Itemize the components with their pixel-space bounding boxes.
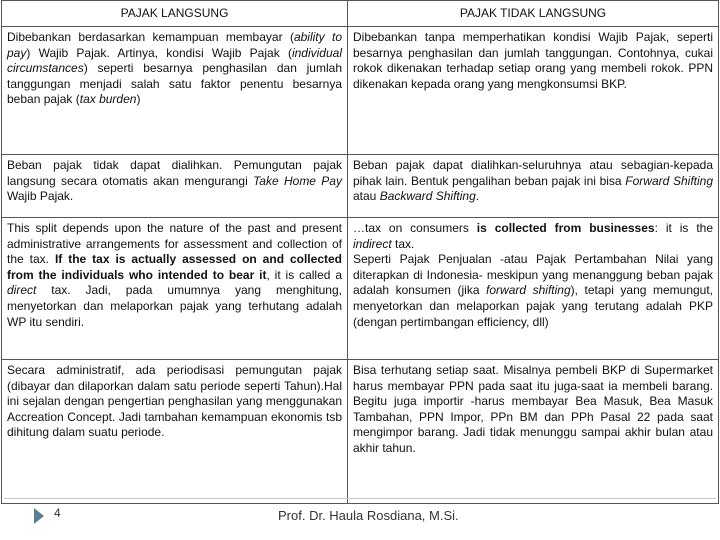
header-indirect-tax: PAJAK TIDAK LANGSUNG (348, 1, 719, 27)
table-row (2, 218, 719, 360)
cell-text-run: Beban pajak dapat dialihkan-seluruhnya atau sebagian-kepada pihak lain. Bentuk pengalihan beban pajak ini bisa (353, 158, 713, 188)
chevron-right-icon (34, 508, 44, 524)
cell-text-run: …tax on consumers (353, 221, 477, 235)
author-credit: Prof. Dr. Haula Rosdiana, M.Si. (278, 508, 459, 523)
cell-text-run: . (475, 189, 480, 204)
cell-text-run: Seperti Pajak Penjualan -atau Pajak Pertambahan Nilai yang diterapkan di Indonesia- meskipun yang menanggung beban pajak adalah konsumen (jika (353, 252, 713, 298)
cell-text-run: individual circumstances (7, 45, 342, 76)
table-row (2, 360, 719, 504)
cell-text-run: atau (353, 189, 380, 204)
cell-text-run: Secara administratif, ada periodisasi pemungutan pajak (dibayar dan dilaporkan dalam satu periode seperti Tahun).Hal ini sejalan dengan pengertian penghasilan yang menggunakan Accreation Concept. Jadi tambahan kemampuan ekonomis tsb dihitung dalam suatu periode. (7, 363, 342, 440)
cell-text-run: , it is called a (266, 267, 342, 282)
table-row (2, 155, 719, 218)
cell-indirect (348, 360, 719, 504)
cell-text-run: direct (7, 283, 37, 298)
cell-text-run: Dibebankan berdasarkan kemampuan membayar ( (7, 30, 294, 44)
cell-text-run: indirect (353, 236, 392, 251)
cell-indirect (348, 218, 719, 360)
cell-text-run: Backward Shifting (379, 189, 476, 204)
cell-text-run: Take Home Pay (253, 173, 342, 188)
cell-indirect (348, 155, 719, 218)
comparison-table (1, 0, 719, 504)
cell-text-run: forward shifting (486, 283, 571, 298)
cell-text-run: Beban pajak tidak dapat dialihkan. Pemungutan pajak langsung secara otomatis akan mengurangi (7, 158, 342, 188)
cell-indirect (348, 27, 719, 155)
page-number: 4 (54, 506, 61, 520)
table-row (2, 27, 719, 155)
cell-text-run: tax. Jadi, pada umumnya yang menghitung, menyetorkan dan melaporkan pajak yang terhutang adalah WP itu sendiri. (7, 283, 342, 329)
cell-direct (2, 218, 348, 360)
cell-text-run: tax. (391, 236, 415, 251)
cell-direct (2, 155, 348, 218)
cell-text-run: ), tetapi yang memungut, menyetorkan dan melaporkan pajak yang terutang adalah PKP (dengan pertimbangan efficiency, dll) (353, 283, 714, 329)
cell-text-run: If the tax is actually assessed on and collected from the individuals who intended to bear it (7, 252, 342, 282)
cell-text-run: This split depends upon the nature of the past and present administrative arrangements for assessment and collection of the tax. (7, 221, 342, 267)
cell-text-run: Bisa terhutang setiap saat. Misalnya pembeli BKP di Supermarket harus membayar PPN pada saat itu juga-saat ia membeli barang. Begitu juga importir -harus membayar Bea Masuk, Bea Masuk Tambahan, PPN Impor, PPn BM dan PPh Pasal 22 pada saat mengimpor barang. Jadi tidak menunggu sampai akhir bulan atau akhir tahun. (353, 363, 713, 455)
header-direct-tax: PAJAK LANGSUNG (2, 1, 348, 27)
cell-text-run: ) (136, 92, 141, 107)
cell-text-run: Dibebankan tanpa memperhatikan kondisi Wajib Pajak, seperti besarnya penghasilan dan jumlah tanggungan. Contohnya, cukai rokok dikenakan terhadap setiap orang yang membeli rokok. PPN dikenakan kepada orang yang mengkonsumsi BKP. (353, 30, 713, 91)
cell-direct (2, 360, 348, 504)
footer-divider (4, 498, 716, 499)
cell-text-run: ability to pay (7, 30, 342, 60)
cell-text-run: ) Wajib Pajak. Artinya, kondisi Wajib Pajak ( (26, 45, 292, 60)
cell-text-run: : it is the (654, 221, 713, 235)
cell-text-run: tax burden (79, 92, 137, 107)
table-header-row (2, 1, 719, 27)
cell-text-run: is collected from businesses (476, 221, 655, 235)
cell-direct (2, 27, 348, 155)
cell-text-run: ) seperti besarnya penghasilan dan jumlah tanggungan menjadi salah satu faktor penentu besarnya beban pajak ( (7, 61, 342, 107)
cell-text-run: Wajib Pajak. (7, 189, 74, 204)
cell-text-run: Forward Shifting (625, 173, 713, 188)
